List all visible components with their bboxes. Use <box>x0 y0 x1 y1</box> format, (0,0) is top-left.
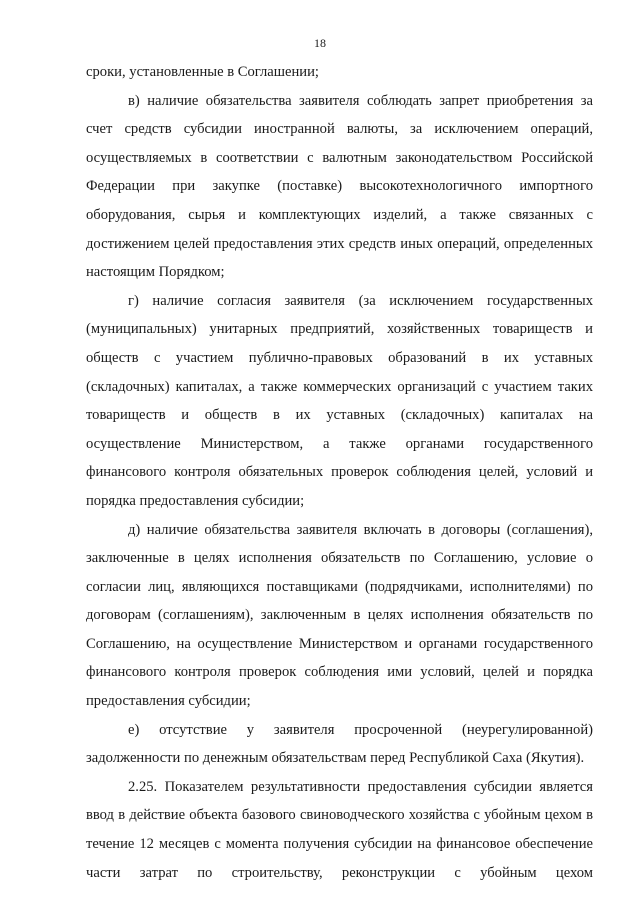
paragraph-continuation: сроки, установленные в Соглашении; <box>86 64 319 80</box>
page-number: 18 <box>314 36 326 50</box>
paragraph-item-d: д) наличие обязательства заявителя включать в договоры (соглашения), заключенные в целях исполнения обязательств по Соглашению, условие о согласии лиц, являющихся поставщиками (подрядчиками, исполнителями) по договорам (соглашениям), заключенным в целях исполнения обязательств по Соглашению, на осуществление Министерством и органами государственного финансового контроля проверок соблюдения ими условий, целей и порядка предоставления субсидии; <box>86 521 593 710</box>
document-body <box>86 58 593 887</box>
paragraph-2-25: 2.25. Показателем результативности предоставления субсидии является ввод в действие объекта базового свиноводческого хозяйства с убойным цехом в течение 12 месяцев с момента получения субсидии на финансовое обеспечение части затрат по строительству, реконструкции с убойным цехом <box>86 778 593 881</box>
paragraph-item-v: в) наличие обязательства заявителя соблюдать запрет приобретения за счет средств субсидии иностранной валюты, за исключением операций, осуществляемых в соответствии с валютным законодательством Российской Федерации при закупке (поставке) высокотехнологичного импортного оборудования, сырья и комплектующих изделий, а также связанных с достижением целей предоставления этих средств иных операций, определенных настоящим Порядком; <box>86 92 593 281</box>
paragraph-item-e: е) отсутствие у заявителя просроченной (неурегулированной) задолженности по денежным обязательствам перед Республикой Саха (Якутия). <box>86 721 593 767</box>
paragraph-item-g: г) наличие согласия заявителя (за исключением государственных (муниципальных) унитарных предприятий, хозяйственных товариществ и обществ с участием публично-правовых образований в их уставных (складочных) капиталах, а также коммерческих организаций с участием таких товариществ и обществ в их уставных (складочных) капиталах на осуществление Министерством, а также органами государственного финансового контроля обязательных проверок соблюдения целей, условий и порядка предоставления субсидии; <box>86 292 593 509</box>
